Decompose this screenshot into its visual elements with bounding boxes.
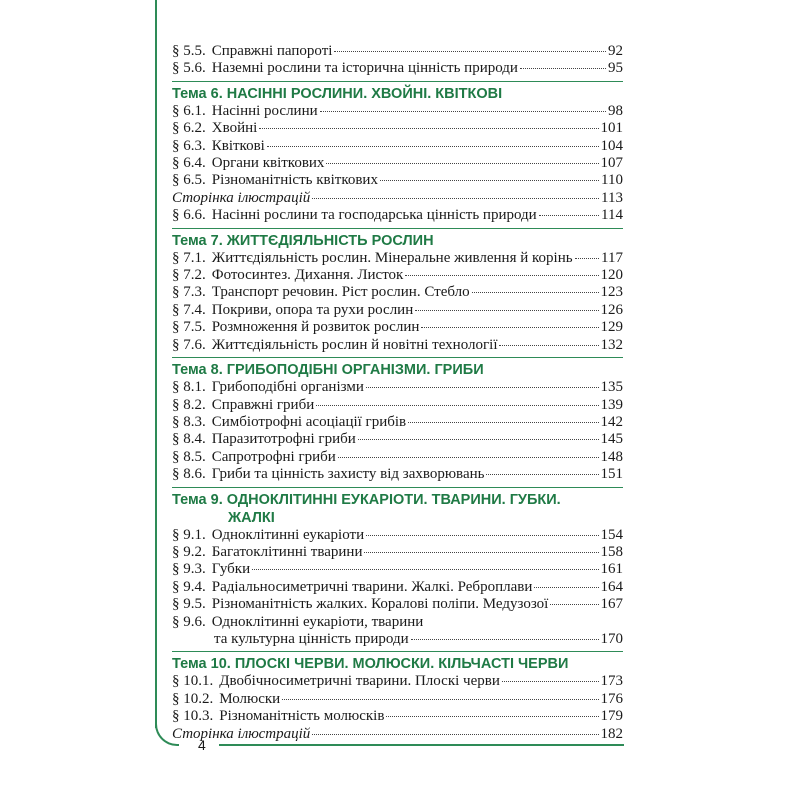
toc-entry [172, 172, 623, 189]
entry-page: 164 [600, 578, 623, 595]
entry-title: Розмноження й розвиток рослин [211, 319, 420, 336]
entry-page: 107 [600, 155, 623, 172]
topic-title [172, 85, 623, 103]
entry-page: 179 [600, 708, 623, 725]
entry-page: 110 [601, 172, 623, 189]
toc-entry [172, 527, 623, 544]
entry-number: § 9.4. [172, 578, 206, 595]
entry-number: § 8.4. [172, 431, 206, 448]
entry-page: 142 [600, 413, 623, 430]
dot-leader [520, 68, 606, 69]
entry-number: § 6.4. [172, 155, 206, 172]
dot-leader [421, 327, 598, 328]
entry-title: Грибоподібні організми [211, 379, 364, 396]
toc-entry [172, 138, 623, 155]
dot-leader [405, 275, 598, 276]
entry-page: 170 [600, 630, 623, 647]
entry-title-continued: та культурна цінність природи [214, 630, 409, 647]
toc-topic-section [172, 81, 623, 225]
toc-topic-section [172, 228, 623, 354]
entry-page: 161 [600, 561, 623, 578]
entry-title: Наземні рослини та історична цінність природи [211, 60, 518, 77]
dot-leader [575, 258, 599, 259]
dot-leader [334, 51, 606, 52]
entry-title: Різноманітність жалких. Коралові поліпи. Медузозої [211, 596, 549, 613]
toc-entry [172, 379, 623, 396]
entry-title: Симбіотрофні асоціації грибів [211, 413, 407, 430]
entry-page: 98 [608, 102, 623, 119]
dot-leader [320, 111, 606, 112]
topic-title-continued: ЖАЛКІ [228, 509, 275, 526]
dot-leader [472, 292, 599, 293]
entry-page: 145 [600, 431, 623, 448]
entry-number: § 9.2. [172, 543, 206, 560]
dot-leader [408, 422, 598, 423]
entry-number: § 8.2. [172, 396, 206, 413]
entry-title: Насінні рослини та господарська цінність природи [211, 207, 537, 224]
entry-title: Радіальносиметричні тварини. Жалкі. Реброплави [211, 578, 533, 595]
dot-leader [338, 457, 599, 458]
entry-title: Гриби та цінність захисту від захворювань [211, 466, 485, 483]
toc-entry [172, 319, 623, 336]
toc-entry [172, 103, 623, 120]
entry-title: Життєдіяльність рослин й новітні технології [211, 336, 498, 353]
entry-number: § 6.2. [172, 120, 206, 137]
dot-leader [259, 128, 598, 129]
entry-number: § 9.6. [172, 613, 206, 630]
toc-topic-section [172, 487, 623, 649]
page-number: 4 [198, 737, 206, 753]
entry-page: 117 [601, 249, 623, 266]
dot-leader [386, 716, 598, 717]
entry-title: Сапротрофні гриби [211, 448, 336, 465]
entry-title: Одноклітинні еукаріоти [211, 526, 365, 543]
topic-title [172, 361, 623, 379]
toc-entry [172, 207, 623, 224]
toc-entry [172, 544, 623, 561]
dot-leader [267, 146, 599, 147]
toc-entry [172, 397, 623, 414]
entry-number: § 8.3. [172, 413, 206, 430]
toc-entry [172, 596, 623, 613]
topic-title-text: Тема 6. НАСІННІ РОСЛИНИ. ХВОЙНІ. КВІТКОВІ [172, 85, 503, 102]
toc-entry [172, 337, 623, 354]
toc-entry [172, 614, 623, 649]
dot-leader [486, 474, 598, 475]
toc-topic-section [172, 651, 623, 743]
illustrations-page-label: Сторінка ілюстрацій [172, 725, 311, 742]
entry-page: 104 [600, 137, 623, 154]
entry-title: Фотосинтез. Дихання. Листок [211, 267, 404, 284]
entry-page: 126 [600, 301, 623, 318]
entry-number: § 10.1. [172, 673, 214, 690]
toc-entry [172, 60, 623, 77]
dot-leader [366, 535, 598, 536]
entry-page: 176 [600, 690, 623, 707]
entry-title: Губки [211, 561, 251, 578]
entry-number: § 6.1. [172, 102, 206, 119]
entry-title: Життєдіяльність рослин. Мінеральне живлення й корінь [211, 249, 573, 266]
topic-title-text: Тема 10. ПЛОСКІ ЧЕРВИ. МОЛЮСКИ. КІЛЬЧАСТІ ЧЕРВИ [172, 656, 569, 673]
toc-entry [172, 414, 623, 431]
entry-number: § 6.5. [172, 172, 206, 189]
entry-number: § 8.6. [172, 466, 206, 483]
entry-number: § 10.2. [172, 690, 214, 707]
frame-left-line [155, 0, 157, 728]
dot-leader [411, 639, 599, 640]
dot-leader [415, 310, 598, 311]
entry-number: § 7.5. [172, 319, 206, 336]
entry-title: Двобічносиметричні тварини. Плоскі черви [219, 673, 500, 690]
topic-title [172, 232, 623, 250]
dot-leader [364, 552, 598, 553]
entry-title: Одноклітинні еукаріоти, тварини [211, 613, 424, 630]
entry-number: § 8.5. [172, 448, 206, 465]
table-of-contents [172, 43, 623, 743]
toc-entry [172, 267, 623, 284]
entry-title: Справжні гриби [211, 396, 315, 413]
illustrations-page-label: Сторінка ілюстрацій [172, 189, 311, 206]
toc-topic-section [172, 357, 623, 483]
entry-number: § 8.1. [172, 379, 206, 396]
entry-page: 148 [600, 448, 623, 465]
entry-title: Різноманітність квіткових [211, 172, 378, 189]
entry-number: § 6.3. [172, 137, 206, 154]
dot-leader [312, 734, 598, 735]
dot-leader [366, 387, 599, 388]
topic-title-text: Тема 8. ГРИБОПОДІБНІ ОРГАНІЗМИ. ГРИБИ [172, 362, 484, 379]
dot-leader [539, 215, 599, 216]
dot-leader [358, 439, 599, 440]
toc-entry [172, 43, 623, 60]
entry-page: 123 [600, 284, 623, 301]
entry-page: 132 [600, 336, 623, 353]
entry-number: § 10.3. [172, 708, 214, 725]
dot-leader [312, 198, 599, 199]
entry-page: 95 [608, 60, 623, 77]
dot-leader [502, 681, 599, 682]
entry-page: 101 [600, 120, 623, 137]
entry-page: 151 [600, 466, 623, 483]
toc-entry [172, 726, 623, 743]
entry-page: 135 [600, 379, 623, 396]
entry-title: Хвойні [211, 120, 258, 137]
toc-entry [172, 708, 623, 725]
entry-page: 129 [600, 319, 623, 336]
entry-number: § 9.3. [172, 561, 206, 578]
toc-entry [172, 155, 623, 172]
entry-title: Багатоклітинні тварини [211, 543, 363, 560]
toc-entry [172, 250, 623, 267]
entry-number: § 9.1. [172, 526, 206, 543]
entry-title: Паразитотрофні гриби [211, 431, 356, 448]
entry-title: Насінні рослини [211, 102, 318, 119]
dot-leader [534, 587, 598, 588]
toc-entry [172, 561, 623, 578]
entry-title: Покриви, опора та рухи рослин [211, 301, 414, 318]
entry-page: 113 [601, 189, 623, 206]
dot-leader [380, 180, 599, 181]
toc-entry [172, 190, 623, 207]
entry-number: § 7.3. [172, 284, 206, 301]
dot-leader [326, 163, 598, 164]
toc-section-intro [172, 43, 623, 78]
entry-number: § 7.2. [172, 267, 206, 284]
entry-page: 139 [600, 396, 623, 413]
topic-title [172, 655, 623, 673]
toc-entry [172, 302, 623, 319]
toc-entry [172, 120, 623, 137]
entry-page: 173 [600, 673, 623, 690]
entry-title: Органи квіткових [211, 155, 325, 172]
toc-entry [172, 284, 623, 301]
entry-title: Квіткові [211, 137, 265, 154]
dot-leader [499, 345, 598, 346]
topic-title-text: Тема 7. ЖИТТЄДІЯЛЬНІСТЬ РОСЛИН [172, 232, 434, 249]
toc-entry-line [172, 614, 623, 631]
toc-entry [172, 673, 623, 690]
toc-entry [172, 579, 623, 596]
topic-title-text: Тема 9. ОДНОКЛІТИННІ ЕУКАРІОТИ. ТВАРИНИ. ГУБКИ. [172, 491, 561, 508]
entry-number: § 7.1. [172, 249, 206, 266]
entry-number: § 7.6. [172, 336, 206, 353]
entry-title: Молюски [219, 690, 281, 707]
entry-page: 158 [600, 543, 623, 560]
toc-entry [172, 449, 623, 466]
entry-title: Справжні папороті [211, 43, 333, 59]
entry-page: 92 [608, 43, 623, 59]
entry-number: § 9.5. [172, 596, 206, 613]
entry-page: 120 [600, 267, 623, 284]
entry-number: § 5.6. [172, 60, 206, 77]
entry-number: § 7.4. [172, 301, 206, 318]
toc-entry [172, 691, 623, 708]
toc-entry-line [172, 631, 623, 648]
entry-number: § 5.5. [172, 43, 206, 59]
entry-number: § 6.6. [172, 207, 206, 224]
dot-leader [252, 569, 598, 570]
entry-page: 154 [600, 526, 623, 543]
entry-page: 167 [600, 596, 623, 613]
topic-title [172, 491, 623, 527]
toc-entry [172, 466, 623, 483]
toc-entry [172, 431, 623, 448]
entry-page: 182 [600, 725, 623, 742]
entry-page: 114 [601, 207, 623, 224]
dot-leader [550, 604, 598, 605]
dot-leader [316, 405, 598, 406]
entry-title: Транспорт речовин. Ріст рослин. Стебло [211, 284, 470, 301]
dot-leader [282, 699, 598, 700]
footer-line [219, 744, 624, 746]
entry-title: Різноманітність молюсків [219, 708, 385, 725]
